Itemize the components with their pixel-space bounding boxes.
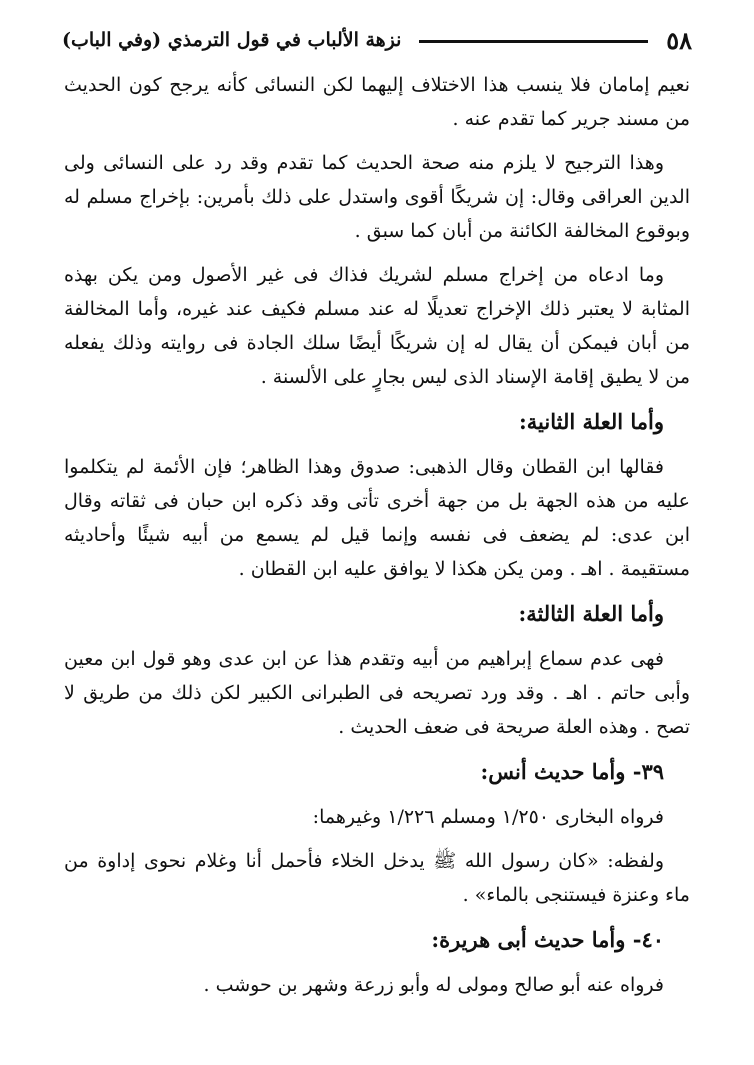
page-body	[64, 68, 690, 1012]
page-header	[62, 22, 692, 58]
paragraph-3: وما ادعاه من إخراج مسلم لشريك فذاك فى غير الأصول ومن يكن بهذه المثابة لا يعتبر ذلك الإخراج تعديلًا له عند مسلم فكيف عند غيره، وأما المخالفة من أبان فيمكن أن يقال له إن شريكًا أيضًا سلك الجادة فى روايته وذلك يفعله من لا يطيق إقامة الإسناد الذى ليس بجارٍ على الألسنة .	[64, 264, 690, 388]
section-heading-anas-hadith: ٣٩- وأما حديث أنس:	[480, 759, 664, 784]
paragraph-5: فهى عدم سماع إبراهيم من أبيه وتقدم هذا عن ابن عدى وهو قول ابن معين وأبى حاتم . اهـ . وقد ورد تصريحه فى الطبرانى الكبير لكن ذلك من طريق لا تصح . وهذه العلة صريحة فى ضعف الحديث .	[64, 648, 690, 738]
paragraph-4: فقالها ابن القطان وقال الذهبى: صدوق وهذا الظاهر؛ فإن الأئمة لم يتكلموا عليه من هذه الجهة بل من جهة أخرى تأتى وقد ذكره ابن حبان فى ثقاته وقال ابن عدى: لم يضعف فى نفسه وإنما قيل لم يسمع من أبيه شيئًا وأحاديثه مستقيمة . اهـ . ومن يكن هكذا لا يوافق عليه ابن القطان .	[64, 456, 690, 580]
running-title: نزهة الألباب في قول الترمذي (وفي الباب)	[62, 29, 402, 51]
paragraph-2: وهذا الترجيح لا يلزم منه صحة الحديث كما تقدم وقد رد على النسائى ولى الدين العراقى وقال: إن شريكًا أقوى واستدل على ذلك بأمرين: بإخراج مسلم له وبوقوع المخالفة الكائنة من أبان كما سبق .	[64, 152, 690, 242]
header-rule	[419, 40, 648, 43]
section-heading-abu-hurayra-hadith: ٤٠- وأما حديث أبى هريرة:	[431, 927, 664, 952]
page-number: ٥٨	[666, 25, 692, 55]
paragraph-7: ولفظه: «كان رسول الله ﷺ يدخل الخلاء فأحمل أنا وغلام نحوى إداوة من ماء وعنزة فيستنجى بالماء» .	[64, 850, 690, 906]
section-heading-second-defect: وأما العلة الثانية:	[519, 409, 664, 434]
paragraph-8: فرواه عنه أبو صالح ومولى له وأبو زرعة وشهر بن حوشب .	[203, 974, 664, 996]
section-heading-third-defect: وأما العلة الثالثة:	[518, 601, 664, 626]
paragraph-6: فرواه البخارى ١/٢٥٠ ومسلم ١/٢٢٦ وغيرهما:	[312, 806, 664, 828]
paragraph-1: نعيم إمامان فلا ينسب هذا الاختلاف إليهما لكن النسائى كأنه يرجح كون الحديث من مسند جرير كما تقدم عنه .	[64, 74, 690, 130]
